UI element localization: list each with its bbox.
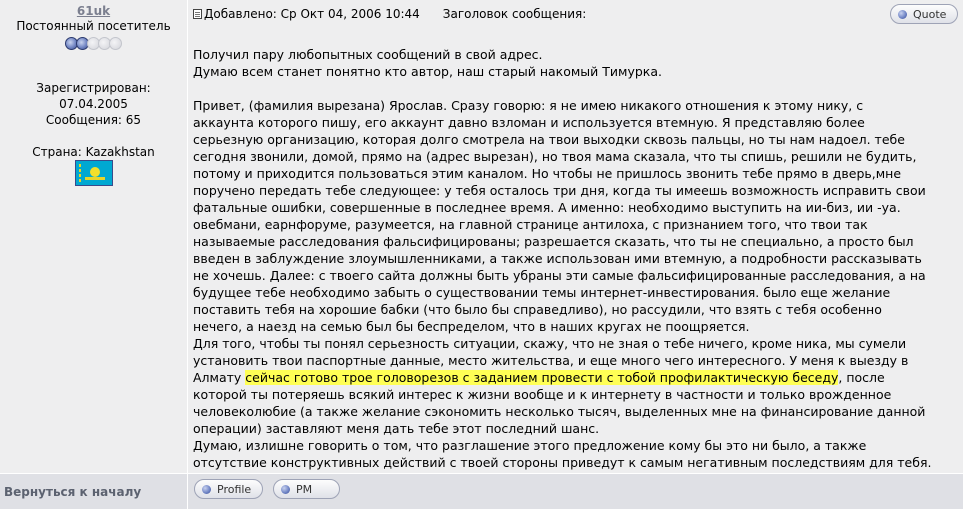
highlighted-text: сейчас готово трое головорезов с заданием провести с тобой профилактическую беседу — [245, 370, 839, 385]
kazakhstan-flag-icon — [75, 160, 113, 186]
back-to-top-link[interactable]: Вернуться к началу — [4, 485, 142, 499]
author-rank: Постоянный посетитель — [16, 19, 171, 33]
pm-bullet-icon — [281, 485, 290, 494]
registered-label: Зарегистрирован: — [36, 81, 151, 95]
author-info — [0, 80, 187, 128]
post-line: отсутствие конструктивных действий с твоей стороны приведут к самым негативным последствиям для тебя. — [193, 455, 932, 470]
post-line: будущее тебе необходимо забыть о существовании темы интернет-инвестирования. было еще желание — [193, 285, 891, 300]
post-line: установить твои паспортные данные, место жительства, и еще много чего интересного. У меня к выезду в — [193, 353, 909, 368]
post-date: Добавлено: Ср Окт 04, 2006 10:44 — [204, 7, 420, 21]
post-line: Привет, (фамилия вырезана) Ярослав. Сразу говорю: я не имею никакого отношения к этому нику, с — [193, 98, 864, 113]
post-line: называемые расследования фальсифицированы; разрешается сказать, что ты не специально, а просто был — [193, 234, 914, 249]
post-line: серьезную организацию, которая долго смотрела на твои выходки сквозь пальцы, но ты нам надоел. тебе — [193, 132, 905, 147]
post-line: операции) заставляют меня дать тебе этот последний шанс. — [193, 421, 600, 436]
pm-button-label: PM — [296, 482, 313, 496]
profile-button-label: Profile — [217, 482, 252, 496]
post-line: сегодня звонили, домой, прямо на (адрес вырезан), но твоя мама сказала, что ты спишь, решили не будить, — [193, 149, 917, 164]
quote-button[interactable] — [890, 4, 958, 24]
post-line: которой ты потеряешь всякий интерес к жизни вообще и к интернету в частности и только врожденное — [193, 387, 892, 402]
post-line: не хочешь. Далее: с твоего сайта должны быть убраны эти самые фальсифицированные расследования, а на — [193, 268, 926, 283]
profile-button[interactable] — [194, 479, 263, 499]
post-line: Думаю, излишне говорить о том, что разглашение этого предложение кому бы это ни было, а также — [193, 438, 867, 453]
author-panel — [0, 0, 188, 473]
post-body — [193, 46, 959, 471]
post-line: аккаунта которого пишу, его аккаунт давно взломан и используется втемную. Я представляю более — [193, 115, 865, 130]
rank-stars — [0, 37, 187, 51]
post-count: Сообщения: 65 — [45, 113, 142, 127]
post-subject-label: Заголовок сообщения: — [442, 7, 587, 21]
quote-button-label: Quote — [913, 7, 947, 21]
profile-bullet-icon — [202, 485, 211, 494]
post-line: поручено передать тебе следующее: у тебя осталось три дня, когда ты имеешь возможность исправить свои — [193, 183, 926, 198]
post-line: Получил пару любопытных сообщений в свой адрес. — [193, 47, 543, 62]
post-line: овебмани, еарнфоруме, разумеется, на главной странице антилоха, с признанием того, что твои так — [193, 217, 868, 232]
post-line: потому и приходится пользоваться этим каналом. Но чтобы не пришлось звонить тебе прямо в дверь,мне — [193, 166, 902, 181]
registered-date: 07.04.2005 — [59, 97, 128, 111]
rank-star-icon — [109, 37, 122, 50]
post-line-highlight: Алмату сейчас готово трое головорезов с заданием провести с тобой профилактическую беседу, после — [193, 370, 885, 385]
post-line: человеколюбие (а также желание сэкономить несколько тысяч, выделенных мне на финансирование данной — [193, 404, 926, 419]
post-line: поставить тебя на хорошие бабки (что было бы справедливо), но рассудили, что взять с тебя особенно — [193, 302, 882, 317]
post-line: нечего, а наезд на семью был бы беспределом, что в наших кругах не поощряется. — [193, 319, 750, 334]
country-label: Страна: Kazakhstan — [32, 145, 155, 159]
post-line: введен в заблуждение злоумышленниками, а также использован ими втемную, а подробности рассказывать — [193, 251, 922, 266]
post-header — [193, 7, 586, 21]
pm-button[interactable] — [273, 479, 340, 499]
post-icon — [193, 9, 202, 19]
post-line: Для того, чтобы ты понял серьезность ситуации, скажу, что не зная о тебе ничего, кроме ника, мы сумели — [193, 336, 907, 351]
post-line: Думаю всем станет понятно кто автор, наш старый накомый Тимурка. — [193, 64, 662, 79]
quote-bullet-icon — [898, 10, 907, 19]
author-username[interactable]: 61uk — [76, 4, 111, 18]
post-line: фатальные ошибки, совершенные в последнее время. А именно: необходимо выступить на ии-биз, ии -уа. — [193, 200, 901, 215]
